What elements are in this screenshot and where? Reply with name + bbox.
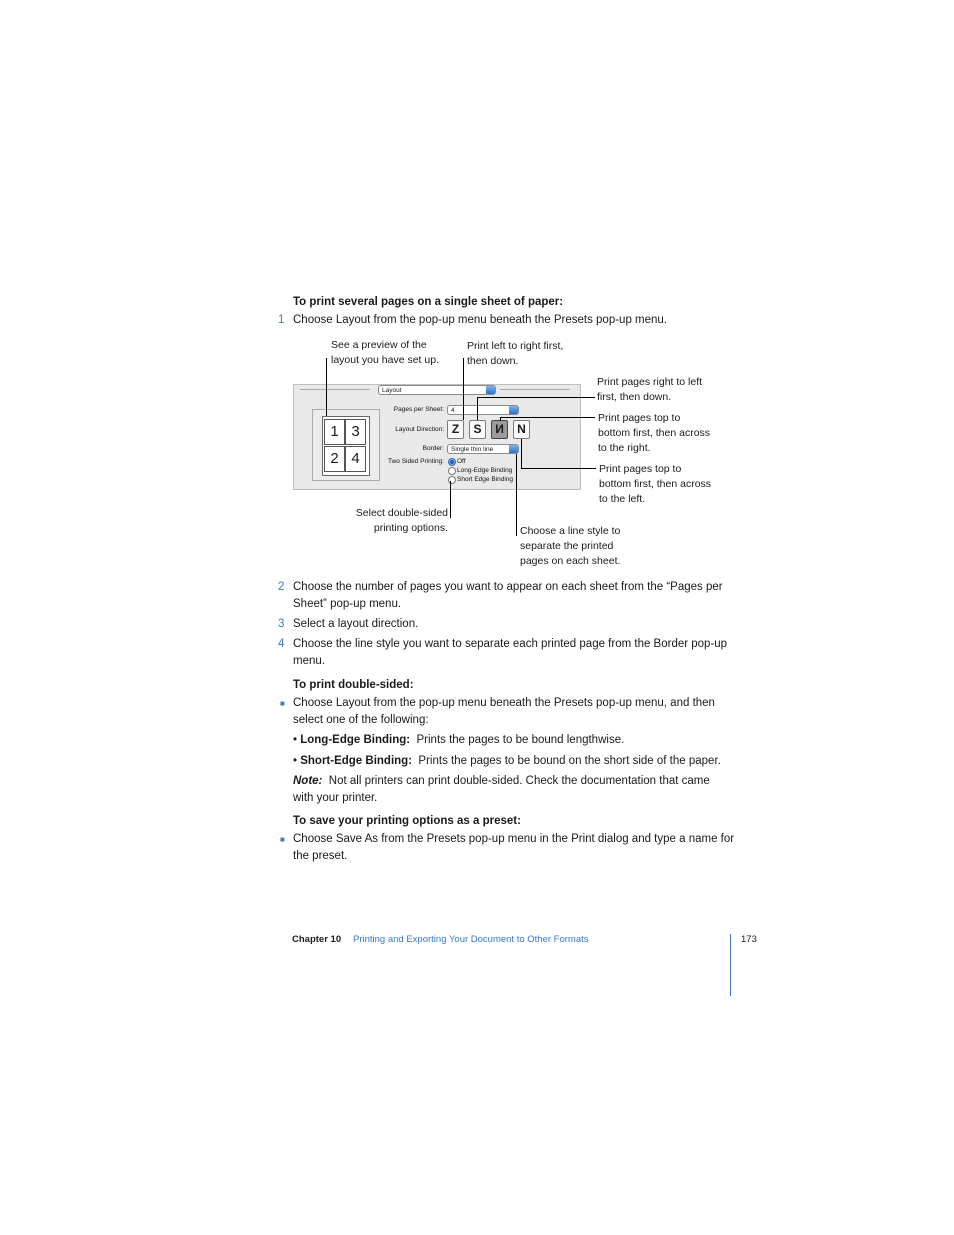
- layout-popup-label: Layout: [382, 387, 402, 394]
- preview-page: 1: [324, 419, 345, 445]
- leader-line: [450, 481, 451, 518]
- callout-line: Print pages right to left: [597, 376, 703, 388]
- callout-left-to-right: [467, 339, 563, 369]
- two-sided-off-radio[interactable]: [448, 458, 456, 466]
- callout-line: Choose a line style to: [520, 525, 621, 537]
- step-text-line: Choose the line style you want to separate each printed page from the Border pop-up: [293, 638, 728, 650]
- long-edge-radio[interactable]: [448, 467, 456, 475]
- direction-n-reversed-button[interactable]: И: [491, 420, 508, 439]
- footer-divider: [730, 934, 731, 996]
- footer-chapter-title: Printing and Exporting Your Document to Other Formats: [353, 934, 589, 945]
- callout-line: See a preview of the: [331, 339, 427, 351]
- term: Long-Edge Binding:: [300, 734, 411, 746]
- callout-line: printing options.: [373, 522, 448, 534]
- callout-line: then down.: [467, 355, 519, 367]
- preview-page: 4: [345, 446, 366, 472]
- callout-preview: [331, 338, 439, 368]
- sub-bullet-short-edge: [293, 753, 721, 770]
- callout-line: to the right.: [598, 442, 651, 454]
- leader-line: [516, 454, 517, 536]
- section-heading-multiple-pages: To print several pages on a single sheet of paper:: [293, 296, 564, 308]
- note-text: Not all printers can print double-sided. Check the documentation that came: [328, 775, 710, 787]
- callout-top-bottom-right: [598, 411, 710, 456]
- leader-line: [521, 439, 522, 469]
- direction-n-button[interactable]: N: [513, 420, 530, 439]
- leader-line: [326, 358, 327, 416]
- callout-line: bottom first, then across: [598, 427, 711, 439]
- pages-per-sheet-popup[interactable]: [447, 405, 519, 415]
- page-number: 173: [741, 934, 757, 945]
- leader-line: [463, 358, 464, 420]
- dot-bullet-icon: •: [293, 734, 301, 746]
- popup-arrow-icon: [509, 406, 518, 414]
- leader-line: [500, 417, 501, 421]
- section-heading-double-sided: To print double-sided:: [293, 679, 414, 691]
- step-text: [293, 579, 723, 613]
- footer-chapter: Chapter 10: [292, 934, 342, 945]
- border-label: Border:: [422, 445, 444, 452]
- direction-s-button[interactable]: S: [469, 420, 486, 439]
- bullet-text: [293, 831, 734, 865]
- step-text: [293, 636, 727, 670]
- note-text: with your printer.: [293, 792, 378, 804]
- leader-line: [500, 417, 595, 418]
- callout-line: Print pages top to: [599, 463, 682, 475]
- bullet-text-line: the preset.: [293, 850, 348, 862]
- two-sided-off-label: Off: [457, 458, 466, 465]
- step-number: 2: [278, 581, 285, 593]
- section-heading-save-preset: To save your printing options as a preset:: [293, 815, 521, 827]
- callout-double-sided: [340, 506, 448, 536]
- step-text: Choose Layout from the pop-up menu beneath the Presets pop-up menu.: [293, 314, 667, 326]
- popup-arrow-icon: [509, 445, 518, 453]
- popup-arrow-icon: [486, 386, 495, 394]
- step-number: 4: [278, 638, 285, 650]
- callout-line: to the left.: [599, 493, 646, 505]
- callout-right-to-left: [597, 375, 702, 405]
- preview-page: 2: [324, 446, 345, 472]
- term: Short-Edge Binding:: [300, 755, 413, 767]
- divider: [300, 389, 370, 390]
- pages-per-sheet-label: Pages per Sheet:: [393, 406, 444, 413]
- callout-line: first, then down.: [597, 391, 672, 403]
- short-edge-label: Short Edge Binding: [457, 476, 514, 483]
- note-term: Note:: [293, 775, 323, 787]
- leader-line: [521, 468, 596, 469]
- bullet-text-line: select one of the following:: [293, 714, 429, 726]
- bullet-text-line: Choose Layout from the pop-up menu beneath the Presets pop-up menu, and then: [293, 697, 715, 709]
- two-sided-label: Two Sided Printing:: [387, 458, 444, 465]
- term-text: Prints the pages to be bound on the short side of the paper.: [418, 755, 721, 767]
- bullet-text-line: Choose Save As from the Presets pop-up menu in the Print dialog and type a name for: [293, 833, 735, 845]
- preview-page: 3: [345, 419, 366, 445]
- border-popup[interactable]: [447, 444, 519, 454]
- callout-line: Select double-sided: [355, 507, 448, 519]
- step-number: 1: [278, 314, 285, 326]
- step-text-line: Sheet” pop-up menu.: [293, 598, 402, 610]
- sub-bullet-long-edge: [293, 732, 624, 749]
- square-bullet-icon: ■: [280, 699, 285, 708]
- leader-line: [477, 397, 478, 420]
- pages-per-sheet-value: 4: [451, 407, 455, 414]
- long-edge-label: Long-Edge Binding: [457, 467, 513, 474]
- direction-z-button[interactable]: Z: [447, 420, 464, 439]
- callout-line: layout you have set up.: [331, 354, 439, 366]
- step-number: 3: [278, 618, 285, 630]
- callout-line: separate the printed: [520, 540, 614, 552]
- square-bullet-icon: ■: [280, 835, 285, 844]
- step-text-line: menu.: [293, 655, 325, 667]
- callout-line: Print pages top to: [598, 412, 681, 424]
- leader-line: [477, 397, 595, 398]
- callout-line: bottom first, then across: [599, 478, 712, 490]
- border-value: Single thin line: [451, 446, 494, 453]
- callout-top-bottom-left: [599, 462, 711, 507]
- callout-line: Print left to right first,: [467, 340, 564, 352]
- callout-line-style: [520, 524, 620, 569]
- callout-line: pages on each sheet.: [520, 555, 621, 567]
- term-text: Prints the pages to be bound lengthwise.: [416, 734, 625, 746]
- bullet-text: [293, 695, 715, 729]
- step-text: Select a layout direction.: [293, 618, 419, 630]
- divider: [500, 389, 570, 390]
- step-text-line: Choose the number of pages you want to appear on each sheet from the “Pages per: [293, 581, 723, 593]
- layout-direction-label: Layout Direction:: [395, 426, 444, 433]
- layout-popup[interactable]: [378, 385, 496, 395]
- dot-bullet-icon: •: [293, 755, 301, 767]
- note: [293, 773, 710, 807]
